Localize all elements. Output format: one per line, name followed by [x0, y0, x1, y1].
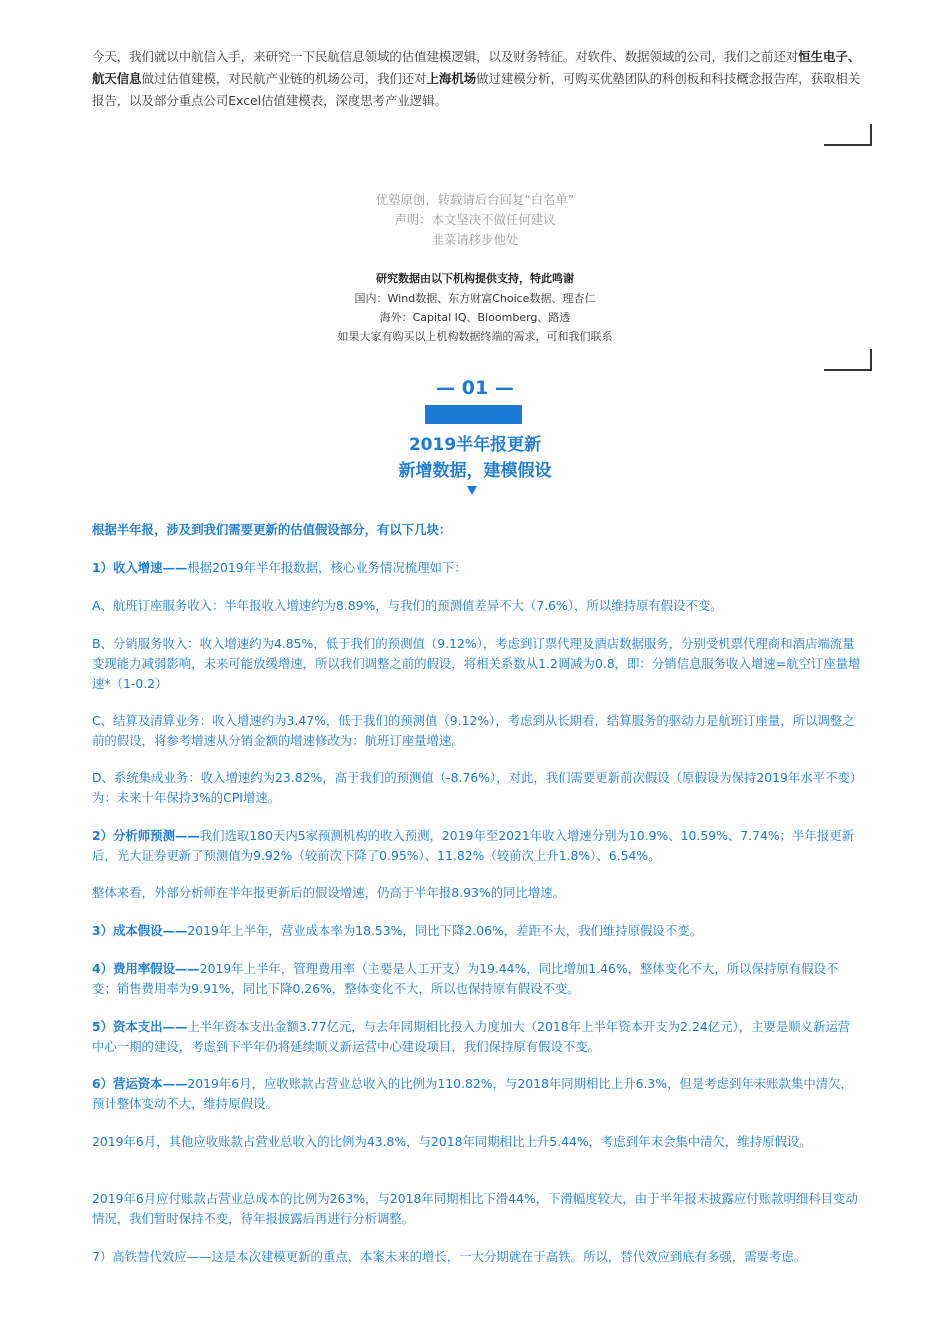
body-lead: 根据半年报，涉及到我们需要更新的估值假设部分，有以下几块： [92, 522, 452, 537]
pD-system-integration: D、系统集成业务：收入增速约为23.82%，高于我们的预测值（-8.76%），对此，我们需要更新前次假设（原假设为保持2019年水平不变）为：未来十年保持3%的CPI增速。 [92, 770, 857, 805]
p4-text: 2019年上半年，管理费用率（主要是人工开支）为19.44%，同比增加1.46%，整体变化不大，所以保持原有假设不变；销售费用率为9.91%，同比下降0.26%，整体变化不大，所以也保持原有假设不变。 [92, 961, 839, 996]
p5-head: 5）资本支出—— [92, 1019, 188, 1034]
sources-overseas: 海外：Capital IQ、Bloomberg、路透 [379, 311, 571, 324]
intro-bold-1: 恒生电子、航天信息 [92, 49, 861, 86]
sources-contact: 如果大家有购买以上机构数据终端的需求，可和我们联系 [337, 330, 613, 343]
notice-line-1: 优塾原创，转载请后台回复“白名单” [375, 192, 575, 207]
p1-revenue-growth [92, 558, 862, 578]
notice-line-2: 声明：本文坚决不做任何建议 [394, 212, 556, 227]
p1-text: 根据2019年半年报数据，核心业务情况梳理如下： [187, 560, 467, 575]
p1-head: 1）收入增速—— [92, 560, 188, 575]
section-number: — 01 — [436, 377, 514, 399]
p2-head: 2）分析师预测—— [92, 828, 200, 843]
p6-working-capital [92, 1074, 862, 1114]
p6-head: 6）营运资本—— [92, 1076, 188, 1091]
pC-settlement: C、结算及清算业务：收入增速约为3.47%，低于我们的预测值（9.12%），考虑到从长期看，结算服务的驱动力是航班订座量，所以调整之前的假设，将参考增速从分销金额的增速修改为：航班订座量增速。 [92, 713, 855, 748]
p6b-other-receivables: 2019年6月，其他应收账款占营业总收入的比例为43.8%，与2018年同期相比上升5.44%，考虑到年末会集中清欠，维持原假设。 [92, 1134, 812, 1149]
intro-text-3: 做过建模分析，可购买优塾团队的科创板和科技概念报告库，获取相关报告，以及部分重点公司Excel估值建模表，深度思考产业逻辑。 [92, 71, 861, 108]
p2b-summary: 整体来看，外部分析师在半年报更新后的假设增速，仍高于半年报8.93%的同比增速。 [92, 885, 566, 900]
p4-expense-rate [92, 959, 862, 999]
intro-text-2: 做过估值建模，对民航产业链的机场公司，我们还对 [141, 71, 427, 86]
section-title-1: 2019半年报更新 [408, 435, 542, 455]
p6-text: 2019年6月，应收账款占营业总收入的比例为110.82%，与2018年同期相比上升6.3%，但是考虑到年末账款集中清欠，预计整体变动不大，维持原假设。 [92, 1076, 853, 1111]
corner-bracket-top [824, 124, 872, 146]
pB-distribution: B、分销服务收入：收入增速约为4.85%，低于我们的预测值（9.12%），考虑到订票代理及酒店数据服务，分别受机票代理商和酒店端流量变现能力减弱影响，未来可能放缓增速，所以我们调整之前的假设，将相关系数从1.2调减为0.8，即：分销信息服务收入增速=航空订座量增速*（1-0.2） [92, 636, 861, 691]
p3-cost [92, 921, 862, 941]
section-bar [425, 405, 522, 424]
sources-domestic: 国内：Wind数据、东方财富Choice数据、理杏仁 [354, 292, 596, 305]
p4-head: 4）费用率假设—— [92, 961, 200, 976]
p5-capex [92, 1017, 862, 1057]
p3-head: 3）成本假设—— [92, 923, 188, 938]
pA-flight-booking: A、航班订座服务收入：半年报收入增速约为8.89%，与我们的预测值差异不大（7.6%），所以维持原有假设不变。 [92, 598, 723, 613]
p2-text: 我们选取180天内5家预测机构的收入预测，2019年至2021年收入增速分别为10.9%、10.59%、7.74%；半年报更新后，光大证券更新了预测值为9.92%（较前次下降了0.95%）、11.82%（较前次上升1.8%）、6.54%。 [92, 828, 854, 863]
notice-line-3: 韭菜请移步他处 [431, 232, 519, 247]
p6c-payables: 2019年6月应付账款占营业总成本的比例为263%，与2018年同期相比下滑44%，下滑幅度较大，由于半年报未披露应付账款明细科目变动情况，我们暂时保持不变，待年报披露后再进行分析调整。 [92, 1191, 858, 1226]
p5-text: 上半年资本支出金额3.77亿元，与去年同期相比投入力度加大（2018年上半年资本开支为2.24亿元），主要是顺义新运营中心一期的建设，考虑到下半年仍将延续顺义新运营中心建设项目，我们保持原有假设不变。 [92, 1019, 851, 1054]
p2-analyst-forecast [92, 826, 862, 866]
intro-bold-2: 上海机场 [426, 71, 477, 86]
p7-hsr-substitution: 7）高铁替代效应——这是本次建模更新的重点，本案未来的增长，一大分期就在于高铁。所以，替代效应到底有多强，需要考虑。 [92, 1249, 807, 1264]
sources-title: 研究数据由以下机构提供支持，特此鸣谢 [376, 272, 574, 285]
p3-text: 2019年上半年，营业成本率为18.53%，同比下降2.06%，差距不大，我们维持原假设不变。 [187, 923, 702, 938]
intro-paragraph [92, 46, 862, 112]
section-title-2: 新增数据，建模假设 [398, 461, 552, 481]
intro-text-1: 今天，我们就以中航信入手，来研究一下民航信息领域的估值建模逻辑，以及财务特征。对软件、数据领域的公司，我们之前还对 [92, 49, 799, 64]
down-arrow-icon [467, 486, 477, 495]
corner-bracket-bottom [824, 349, 872, 371]
